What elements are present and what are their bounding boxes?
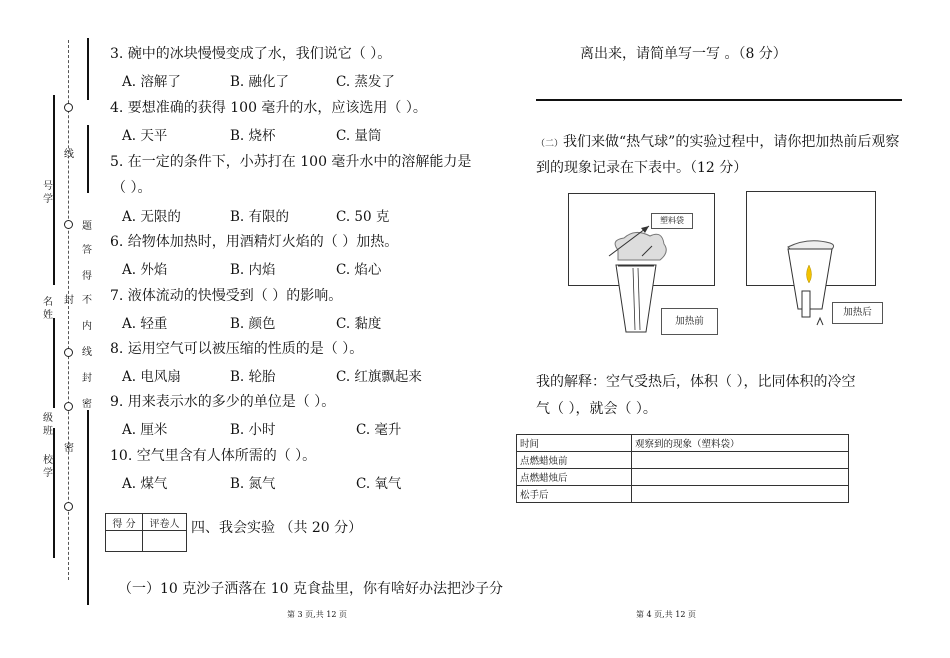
arrow-icon <box>605 220 655 260</box>
binding-bar-bottom <box>87 410 89 605</box>
plastic-bag-label: 塑料袋 <box>651 213 693 229</box>
binding-char: 密 <box>82 399 92 410</box>
row-label: 点燃蜡烛后 <box>517 469 632 486</box>
option-b: B. 有限的 <box>230 209 290 225</box>
table-row <box>517 486 849 503</box>
row-label: 松手后 <box>517 486 632 503</box>
option-a: A. 无限的 <box>122 209 181 225</box>
option-c: C. 量筒 <box>336 128 382 144</box>
experiment-2-prompt <box>536 131 899 151</box>
table-row <box>517 469 849 486</box>
experiment-1-prompt-cont: 离出来，请简单写一写 。（8 分） <box>580 46 787 62</box>
explanation-line-2: 气（ ），就会（ ）。 <box>536 401 657 417</box>
option-c: C. 蒸发了 <box>336 74 395 90</box>
binding-hole <box>64 220 73 229</box>
binding-char: 封 <box>82 373 92 384</box>
experiment-2-prefix: （二） <box>536 139 564 149</box>
binding-hole <box>64 348 73 357</box>
option-a: A. 电风扇 <box>122 369 181 385</box>
binding-char: 封 <box>64 295 74 306</box>
binding-hole <box>64 502 73 511</box>
question-4: 4. 要想准确的获得 100 毫升的水，应该选用（ ）。 <box>110 100 427 116</box>
option-b: B. 颜色 <box>230 316 276 332</box>
question-8: 8. 运用空气可以被压缩的性质的是（ ）。 <box>110 341 364 357</box>
binding-char: 得 <box>82 271 92 282</box>
question-5-blank: （ ）。 <box>112 180 152 196</box>
option-c: C. 50 克 <box>336 209 390 225</box>
row-label: 点燃蜡烛前 <box>517 452 632 469</box>
option-a: A. 煤气 <box>122 476 168 492</box>
option-b: B. 氮气 <box>230 476 276 492</box>
before-heating-label: 加热前 <box>661 308 718 335</box>
option-b: B. 小时 <box>230 422 276 438</box>
score-table <box>105 513 187 552</box>
option-a: A. 溶解了 <box>122 74 181 90</box>
binding-bar-upper <box>87 125 89 193</box>
score-cell[interactable] <box>106 531 143 552</box>
observation-cell[interactable] <box>632 469 849 486</box>
observation-cell[interactable] <box>632 452 849 469</box>
explanation-line-1: 我的解释：空气受热后，体积（ ），比同体积的冷空 <box>536 374 856 390</box>
binding-char: 内 <box>82 321 92 332</box>
question-6: 6. 给物体加热时，用酒精灯火焰的（ ）加热。 <box>110 234 399 250</box>
experiment-1-prompt: （一）10 克沙子洒落在 10 克食盐里，你有啥好办法把沙子分 <box>118 581 503 597</box>
binding-char: 不 <box>82 295 92 306</box>
option-b: B. 轮胎 <box>230 369 276 385</box>
option-a: A. 外焰 <box>122 262 168 278</box>
binding-char: 线 <box>64 149 74 160</box>
option-c: C. 红旗飘起来 <box>336 369 422 385</box>
question-7: 7. 液体流动的快慢受到（ ）的影响。 <box>110 288 343 304</box>
binding-char: 密 <box>64 443 74 454</box>
after-heating-label: 加热后 <box>832 302 883 324</box>
grader-label: 评卷人 <box>143 514 187 531</box>
binding-bar-top <box>87 38 89 100</box>
binding-hole <box>64 103 73 112</box>
binding-hole <box>64 402 73 411</box>
option-b: B. 烧杯 <box>230 128 276 144</box>
observation-table <box>516 434 849 503</box>
question-9: 9. 用来表示水的多少的单位是（ ）。 <box>110 394 336 410</box>
experiment-2-text: 我们来做“热气球”的实验过程中，请你把加热前后观察 <box>563 134 900 150</box>
experiment-2-prompt-line2: 到的现象记录在下表中。（12 分） <box>536 160 748 176</box>
score-label: 得 分 <box>106 514 143 531</box>
option-a: A. 天平 <box>122 128 168 144</box>
question-10: 10. 空气里含有人体所需的（ ）。 <box>110 448 317 464</box>
student-id-label: 号学 <box>43 181 53 205</box>
binding-char: 答 <box>82 245 92 256</box>
binding-char: 题 <box>82 221 92 232</box>
option-c: C. 毫升 <box>356 422 402 438</box>
binding-bar-left-2 <box>53 318 55 408</box>
binding-bar-left-3 <box>53 428 55 558</box>
option-b: B. 内焰 <box>230 262 276 278</box>
table-header-observation: 观察到的现象（塑料袋） <box>632 435 849 452</box>
option-c: C. 焰心 <box>336 262 382 278</box>
dashed-binding-line <box>68 40 69 580</box>
question-3: 3. 碗中的冰块慢慢变成了水，我们说它（ ）。 <box>110 46 392 62</box>
option-c: C. 氧气 <box>356 476 402 492</box>
answer-line <box>536 99 902 101</box>
school-label: 校学 <box>43 455 53 479</box>
binding-char: 线 <box>82 347 92 358</box>
table-row <box>517 452 849 469</box>
page-number: 第 4 页,共 12 页 <box>636 610 696 619</box>
section-title: 四、我会实验 （共 20 分） <box>191 520 363 536</box>
page-number: 第 3 页,共 12 页 <box>287 610 347 619</box>
observation-cell[interactable] <box>632 486 849 503</box>
class-label: 级班 <box>43 413 53 437</box>
grader-cell[interactable] <box>143 531 187 552</box>
option-b: B. 融化了 <box>230 74 290 90</box>
name-label: 名姓 <box>43 297 53 321</box>
table-header-time: 时间 <box>517 435 632 452</box>
option-c: C. 黏度 <box>336 316 382 332</box>
question-5: 5. 在一定的条件下，小苏打在 100 毫升水中的溶解能力是 <box>110 154 472 170</box>
option-a: A. 轻重 <box>122 316 168 332</box>
option-a: A. 厘米 <box>122 422 168 438</box>
